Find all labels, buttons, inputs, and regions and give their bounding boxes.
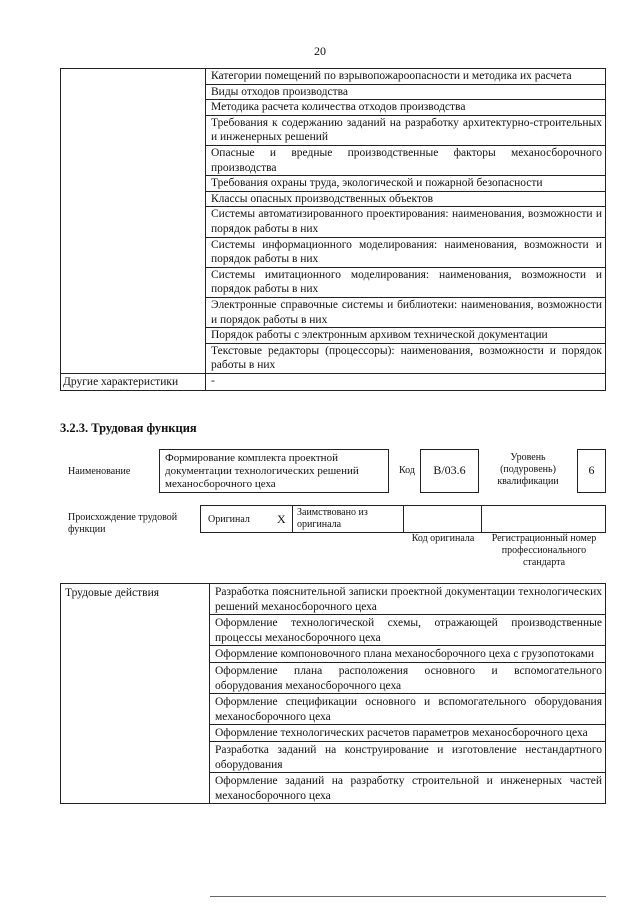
knowledge-item: Методика расчета количества отходов производства [206, 100, 606, 116]
knowledge-item: Классы опасных производственных объектов [206, 191, 606, 207]
knowledge-table [60, 68, 606, 391]
knowledge-item: Системы автоматизированного проектирования: наименования, возможности и порядок работы в них [206, 207, 606, 237]
other-characteristics-label: Другие характеристики [61, 373, 206, 391]
knowledge-item: Требования охраны труда, экологической и пожарной безопасности [206, 176, 606, 192]
cell-divider [292, 506, 293, 532]
cell-divider [403, 506, 404, 532]
original-label: Оригинал [208, 514, 250, 525]
code-value-box: B/03.6 [420, 449, 479, 493]
original-mark: X [277, 512, 286, 526]
borrowed-label: Заимствовано из оригинала [297, 507, 368, 530]
labor-action-item: Оформление спецификации основного и вспомогательного оборудования механосборочного цеха [210, 694, 606, 725]
knowledge-item: Требования к содержанию заданий на разработку архитектурно-строительных и инженерных решений [206, 115, 606, 145]
labor-action-item: Разработка заданий на конструирование и изготовление нестандартного оборудования [210, 741, 606, 772]
knowledge-item: Порядок работы с электронным архивом технической документации [206, 328, 606, 344]
labor-action-item: Оформление плана расположения основного и вспомогательного оборудования механосборочного цеха [210, 662, 606, 693]
code-label: Код [399, 465, 415, 476]
cell-divider [481, 506, 482, 532]
labor-action-item: Оформление заданий на разработку строительной и инженерных частей механосборочного цеха [210, 773, 606, 804]
other-characteristics-value: - [206, 373, 606, 391]
knowledge-item: Текстовые редакторы (процессоры): наименования, возможности и порядок работы в них [206, 343, 606, 373]
qualification-level-box: 6 [577, 449, 606, 493]
knowledge-item: Системы имитационного моделирования: наименования, возможности и порядок работы в них [206, 267, 606, 297]
page-number: 20 [314, 44, 326, 58]
origin-label: Происхождение трудовой функции [68, 512, 178, 535]
labor-actions-table [60, 583, 606, 804]
origin-table [200, 505, 606, 533]
knowledge-item: Виды отходов производства [206, 84, 606, 100]
labor-action-item: Оформление технологической схемы, отражающей производственные процессы механосборочного цеха [210, 615, 606, 646]
name-label: Наименование [68, 466, 131, 477]
section-heading: 3.2.3. Трудовая функция [60, 421, 197, 435]
knowledge-item: Системы информационного моделирования: наименования, возможности и порядок работы в них [206, 237, 606, 267]
code-original-label: Код оригинала [411, 533, 475, 544]
labor-actions-label: Трудовые действия [61, 584, 210, 804]
labor-action-item: Оформление компоновочного плана механосборочного цеха с грузопотоками [210, 646, 606, 663]
registration-number-label: Регистрационный номер профессионального стандарта [491, 533, 597, 568]
function-name-box: Формирование комплекта проектной документации технологических решений механосборочного цеха [159, 449, 389, 493]
knowledge-item: Электронные справочные системы и библиотеки: наименования, возможности и порядок работы в них [206, 297, 606, 327]
qualification-level-label: Уровень (подуровень) квалификации [497, 452, 559, 487]
labor-action-item: Оформление технологических расчетов параметров механосборочного цеха [210, 725, 606, 742]
knowledge-item: Опасные и вредные производственные факторы механосборочного производства [206, 145, 606, 175]
knowledge-item: Категории помещений по взрывопожароопасности и методика их расчета [206, 69, 606, 85]
labor-action-item: Разработка пояснительной записки проектной документации технологических решений механосборочного цеха [210, 584, 606, 615]
knowledge-label-cell [61, 69, 206, 374]
bottom-rule [210, 896, 606, 897]
